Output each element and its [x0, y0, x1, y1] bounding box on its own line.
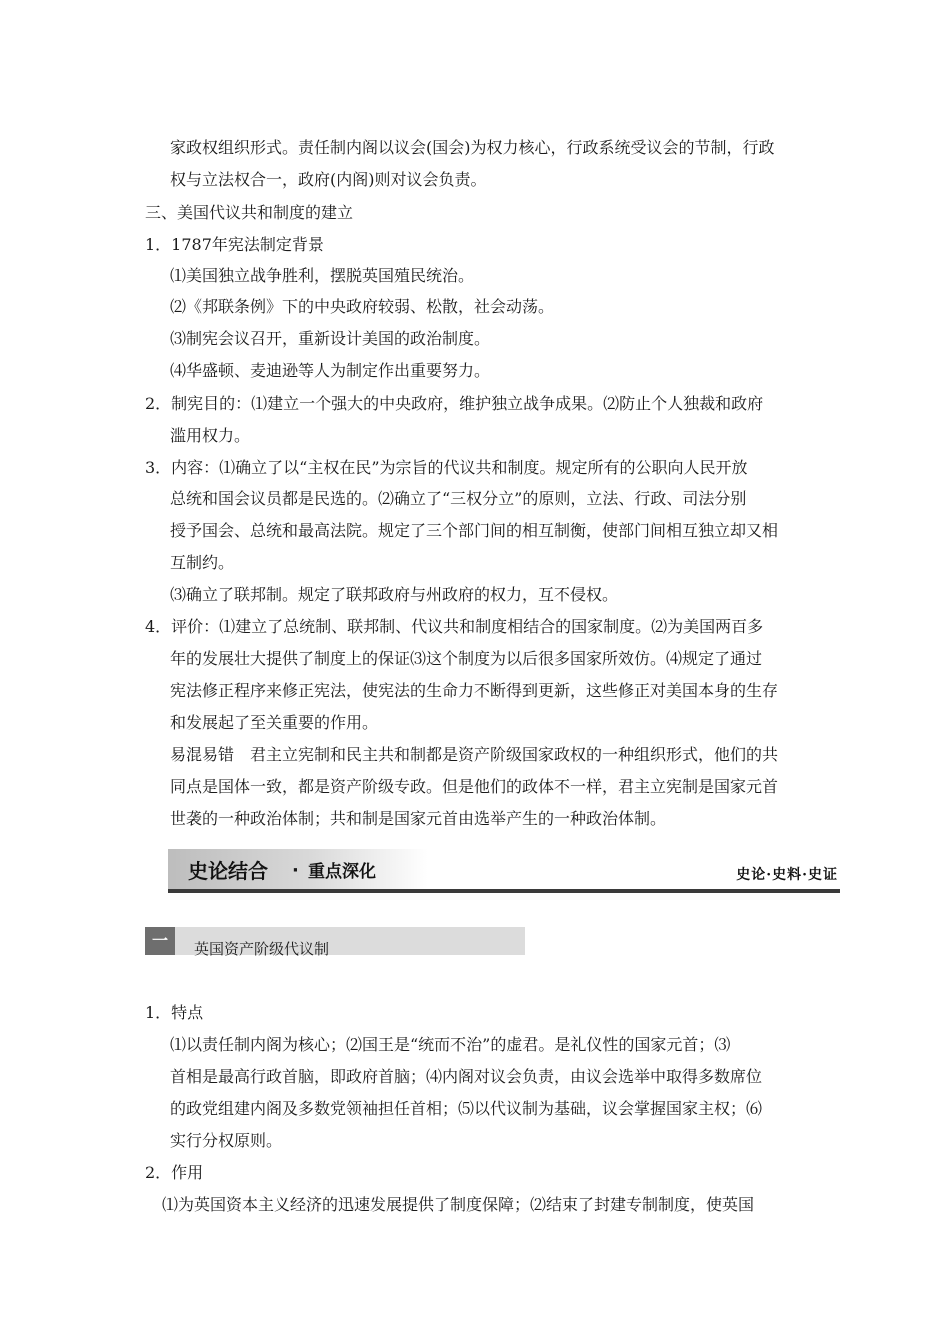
banner-right-tagline: 史论·史料·史证 — [736, 867, 838, 883]
confusion-note-line-1: 易混易错 君主立宪制和民主共和制都是资产阶级国家政权的一种组织形式，他们的共 — [170, 745, 779, 764]
point2-line-1: ⑴为英国资本主义经济的迅速发展提供了制度保障；⑵结束了封建专制制度，使英国 — [162, 1195, 755, 1214]
section-one-header — [145, 927, 525, 958]
item3-line-5: ⑶确立了联邦制。规定了联邦政府与州政府的权力，互不侵权。 — [170, 585, 619, 604]
item1-sub-2: ⑵《邦联条例》下的中央政府较弱、松散，社会动荡。 — [170, 297, 555, 316]
intro-line-1: 家政权组织形式。责任制内阁以议会(国会)为权力核心，行政系统受议会的节制，行政 — [170, 138, 775, 157]
section-banner — [168, 849, 840, 893]
item1-sub-1: ⑴美国独立战争胜利，摆脱英国殖民统治。 — [170, 266, 475, 285]
confusion-note-line-3: 世袭的一种政治体制；共和制是国家元首由选举产生的一种政治体制。 — [170, 809, 667, 828]
item3-line-1: 3．内容：⑴确立了以“主权在民”为宗旨的代议共和制度。规定所有的公职向人民开放 — [145, 458, 748, 477]
item4-line-4: 和发展起了至关重要的作用。 — [170, 713, 379, 732]
banner-subtitle: 重点深化 — [308, 862, 376, 882]
point1-line-2: 首相是最高行政首脑，即政府首脑；⑷内阁对议会负责，由议会选举中取得多数席位 — [170, 1067, 763, 1086]
intro-line-2: 权与立法权合一，政府(内阁)则对议会负责。 — [170, 170, 487, 189]
item4-line-2: 年的发展壮大提供了制度上的保证⑶这个制度为以后很多国家所效仿。⑷规定了通过 — [170, 649, 763, 668]
section3-heading: 三、美国代议共和制度的建立 — [145, 203, 354, 222]
point1-line-3: 的政党组建内阁及多数党领袖担任首相；⑸以代议制为基础，议会掌握国家主权；⑹ — [170, 1099, 763, 1118]
banner-rule — [168, 889, 840, 893]
item4-line-3: 宪法修正程序来修正宪法，使宪法的生命力不断得到更新，这些修正对美国本身的生存 — [170, 681, 779, 700]
item3-line-4: 互制约。 — [170, 553, 235, 572]
confusion-note-line-2: 同点是国体一致，都是资产阶级专政。但是他们的政体不一样，君主立宪制是国家元首 — [170, 777, 779, 796]
banner-main-title: 史论结合 — [188, 859, 268, 883]
banner-dot: · — [292, 860, 299, 881]
item1-sub-4: ⑷华盛顿、麦迪逊等人为制定作出重要努力。 — [170, 361, 491, 380]
item1-title: 1．1787年宪法制定背景 — [145, 235, 324, 254]
point1-line-4: 实行分权原则。 — [170, 1131, 283, 1150]
section-one-title: 英国资产阶级代议制 — [194, 940, 330, 958]
point1-line-1: ⑴以责任制内阁为核心；⑵国王是“统而不治”的虚君。是礼仪性的国家元首；⑶ — [170, 1035, 731, 1054]
item2-line-2: 滥用权力。 — [170, 426, 251, 445]
item4-line-1: 4．评价：⑴建立了总统制、联邦制、代议共和制度相结合的国家制度。⑵为美国两百多 — [145, 617, 764, 636]
item2-line-1: 2．制宪目的：⑴建立一个强大的中央政府，维护独立战争成果。⑵防止个人独裁和政府 — [145, 394, 764, 413]
point2-title: 2．作用 — [145, 1163, 204, 1182]
item3-line-2: 总统和国会议员都是民选的。⑵确立了“三权分立”的原则，立法、行政、司法分别 — [170, 489, 747, 508]
item3-line-3: 授予国会、总统和最高法院。规定了三个部门间的相互制衡，使部门间相互独立却又相 — [170, 521, 779, 540]
point1-title: 1．特点 — [145, 1003, 204, 1022]
section-one-number: 一 — [145, 927, 175, 955]
item1-sub-3: ⑶制宪会议召开，重新设计美国的政治制度。 — [170, 329, 491, 348]
